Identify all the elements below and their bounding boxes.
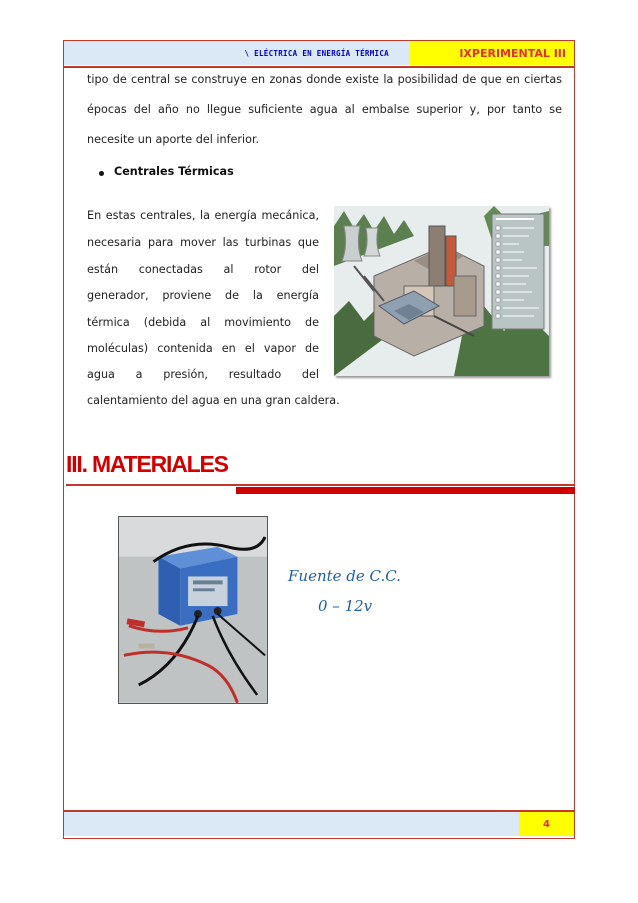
power-supply-photo — [118, 516, 268, 704]
paragraph-line: épocas del año no llegue suficiente agua al embalse superior y, por tanto se — [87, 103, 562, 116]
thermal-plant-illustration — [334, 206, 549, 376]
header-rule — [64, 66, 574, 68]
page-frame-left — [63, 40, 64, 838]
bullet-icon — [99, 171, 104, 176]
section-heading-accent-bar — [236, 487, 575, 494]
paragraph-line: térmica (debida al movimiento de — [87, 316, 319, 329]
page-frame-right — [574, 40, 575, 838]
page-frame-bottom — [63, 838, 575, 839]
page-number: 4 — [519, 812, 574, 836]
header-title: \ ELÉCTRICA EN ENERGÍA TÉRMICA — [244, 48, 389, 58]
paragraph-line: tipo de central se construye en zonas donde existe la posibilidad de que en ciertas — [87, 73, 562, 86]
paragraph-line: calentamiento del agua en una gran caldera. — [87, 394, 340, 407]
paragraph-line: necesaria para mover las turbinas que — [87, 236, 319, 249]
bullet-heading: Centrales Térmicas — [114, 165, 234, 178]
paragraph-line: necesite un aporte del inferior. — [87, 133, 260, 146]
paragraph-line: En estas centrales, la energía mecánica, — [87, 209, 319, 222]
paragraph-line: generador, proviene de la energía — [87, 289, 319, 302]
photo-caption-title: Fuente de C.C. — [288, 567, 401, 585]
paragraph-line: moléculas) contenida en el vapor de — [87, 342, 319, 355]
photo-caption-range: 0 – 12v — [318, 597, 373, 615]
header-label: IXPERIMENTAL III — [410, 41, 574, 65]
paragraph-line: agua a presión, resultado del — [87, 368, 319, 381]
footer-bar — [64, 812, 574, 836]
paragraph-line: están conectadas al rotor del — [87, 263, 319, 276]
section-heading-rule — [66, 484, 575, 486]
section-heading: III. MATERIALES — [66, 451, 228, 477]
